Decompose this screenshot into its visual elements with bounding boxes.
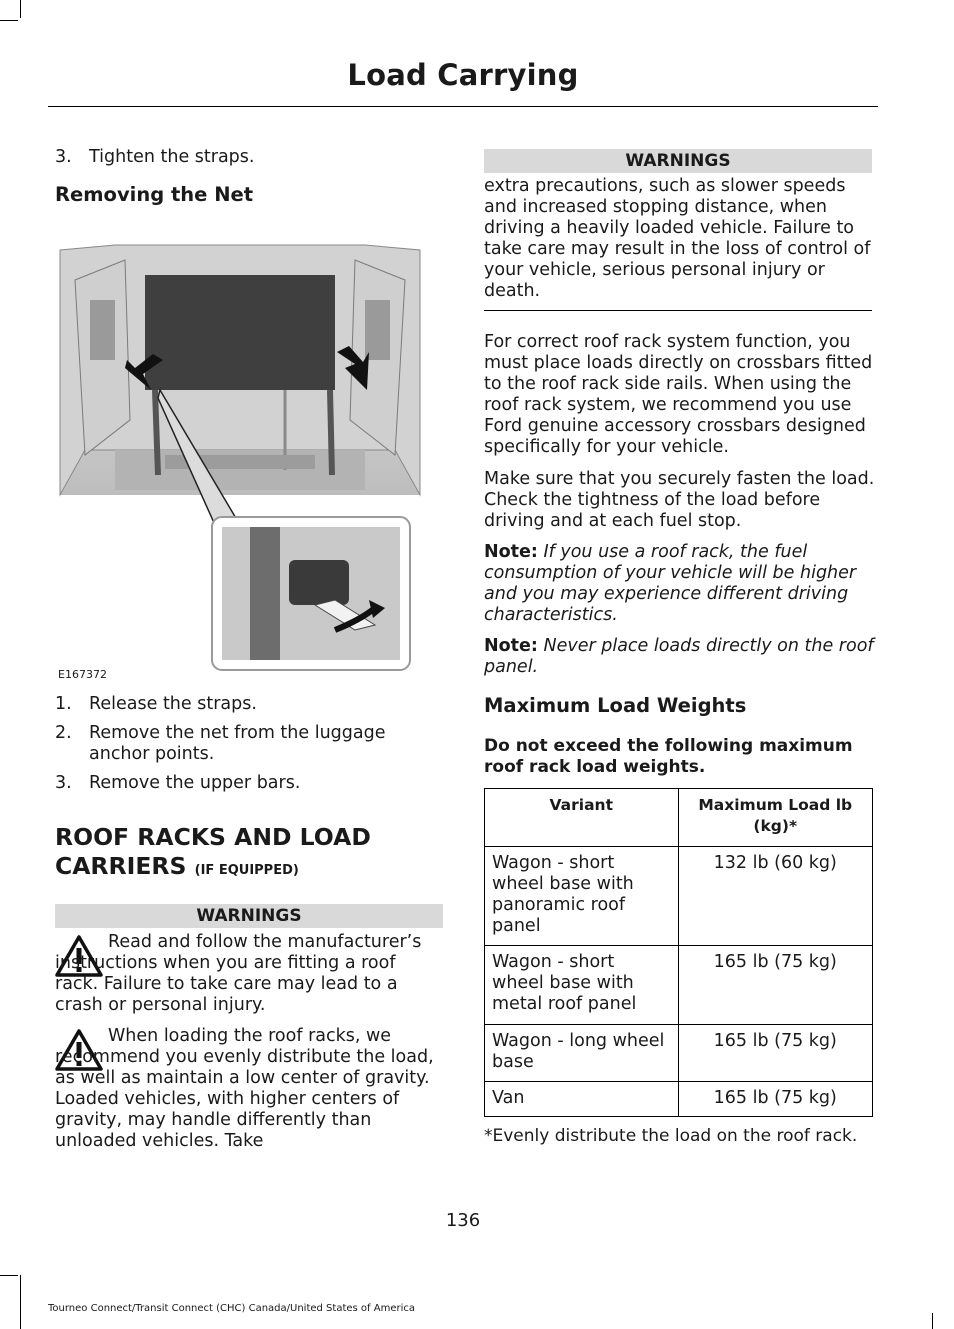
note-text: Never place loads directly on the roof panel. bbox=[484, 636, 874, 677]
warnings-bar: WARNINGS bbox=[55, 904, 443, 928]
warning-text: When loading the roof racks, we recommend you evenly distribute the load, as well as maintain a low center of gravity. Loaded vehicles, with higher centers of gravity, may handle differently than unloaded vehicles. Take bbox=[55, 1026, 434, 1151]
removing-net-heading: Removing the Net bbox=[55, 183, 254, 206]
figure-id: E167372 bbox=[58, 668, 107, 681]
warnings-bar: WARNINGS bbox=[484, 149, 872, 173]
load-table bbox=[484, 788, 873, 1117]
table-cell: Van bbox=[485, 1082, 679, 1117]
crop-mark bbox=[0, 20, 18, 21]
table-footnote: *Evenly distribute the load on the roof rack. bbox=[484, 1126, 858, 1146]
max-load-intro: Do not exceed the following maximum roof rack load weights. bbox=[484, 736, 853, 777]
header-divider bbox=[48, 106, 878, 107]
note-label: Note: bbox=[484, 542, 538, 562]
table-cell: Wagon - short wheel base with metal roof panel bbox=[485, 946, 679, 1025]
note-text: If you use a roof rack, the fuel consumption of your vehicle will be higher and you may experience different driving characteristics. bbox=[484, 542, 857, 625]
section-heading-suffix: (IF EQUIPPED) bbox=[194, 863, 299, 878]
section-heading bbox=[55, 823, 415, 885]
section-heading-text: ROOF RACKS AND LOAD CARRIERS bbox=[55, 823, 371, 880]
step-text: Remove the upper bars. bbox=[89, 773, 301, 793]
table-cell: 165 lb (75 kg) bbox=[678, 946, 872, 1025]
warning-divider bbox=[484, 310, 872, 311]
note bbox=[484, 542, 876, 626]
step-number: 1. bbox=[55, 694, 72, 714]
table-cell: 165 lb (75 kg) bbox=[678, 1082, 872, 1117]
table-row bbox=[485, 1082, 873, 1117]
warning-text: extra precautions, such as slower speeds and increased stopping distance, when driving a heavily loaded vehicle. Failure to take care may result in the loss of control of your vehicle, serious personal injury or death. bbox=[484, 176, 871, 301]
page-number: 136 bbox=[445, 1210, 481, 1231]
table-cell: Wagon - long wheel base bbox=[485, 1025, 679, 1082]
crop-mark bbox=[20, 0, 21, 18]
footer-text: Tourneo Connect/Transit Connect (CHC) Canada/United States of America bbox=[48, 1303, 415, 1314]
table-cell: 165 lb (75 kg) bbox=[678, 1025, 872, 1082]
note bbox=[484, 636, 876, 678]
warning-text: Read and follow the manufacturer’s instructions when you are fitting a roof rack. Failure to take care may lead to a crash or personal injury. bbox=[55, 932, 422, 1015]
table-row bbox=[485, 1025, 873, 1082]
note-label: Note: bbox=[484, 636, 538, 656]
table-row bbox=[485, 847, 873, 946]
net-removal-illustration bbox=[55, 240, 425, 676]
step-number: 3. bbox=[55, 773, 72, 793]
table-header-row bbox=[485, 789, 873, 847]
table-cell: Wagon - short wheel base with panoramic roof panel bbox=[485, 847, 679, 946]
paragraph: Make sure that you securely fasten the load. Check the tightness of the load before driving and at each fuel stop. bbox=[484, 469, 875, 531]
step-number: 3. bbox=[55, 147, 72, 167]
step-number: 2. bbox=[55, 723, 72, 743]
crop-mark bbox=[20, 1275, 21, 1329]
step-text: Release the straps. bbox=[89, 694, 257, 714]
crop-mark bbox=[932, 1313, 933, 1329]
table-row bbox=[485, 946, 873, 1025]
table-header: Maximum Load lb (kg)* bbox=[678, 789, 872, 847]
step-text: Tighten the straps. bbox=[89, 147, 255, 167]
table-header: Variant bbox=[485, 789, 679, 847]
step-text: Remove the net from the luggage anchor points. bbox=[89, 723, 386, 764]
max-load-heading: Maximum Load Weights bbox=[484, 694, 747, 717]
page-title: Load Carrying bbox=[347, 58, 579, 92]
table-cell: 132 lb (60 kg) bbox=[678, 847, 872, 946]
crop-mark bbox=[0, 1275, 18, 1276]
paragraph: For correct roof rack system function, you must place loads directly on crossbars fitted to the roof rack side rails. When using the roof rack system, we recommend you use Ford genuine accessory crossbars designed specifically for your vehicle. bbox=[484, 332, 873, 457]
